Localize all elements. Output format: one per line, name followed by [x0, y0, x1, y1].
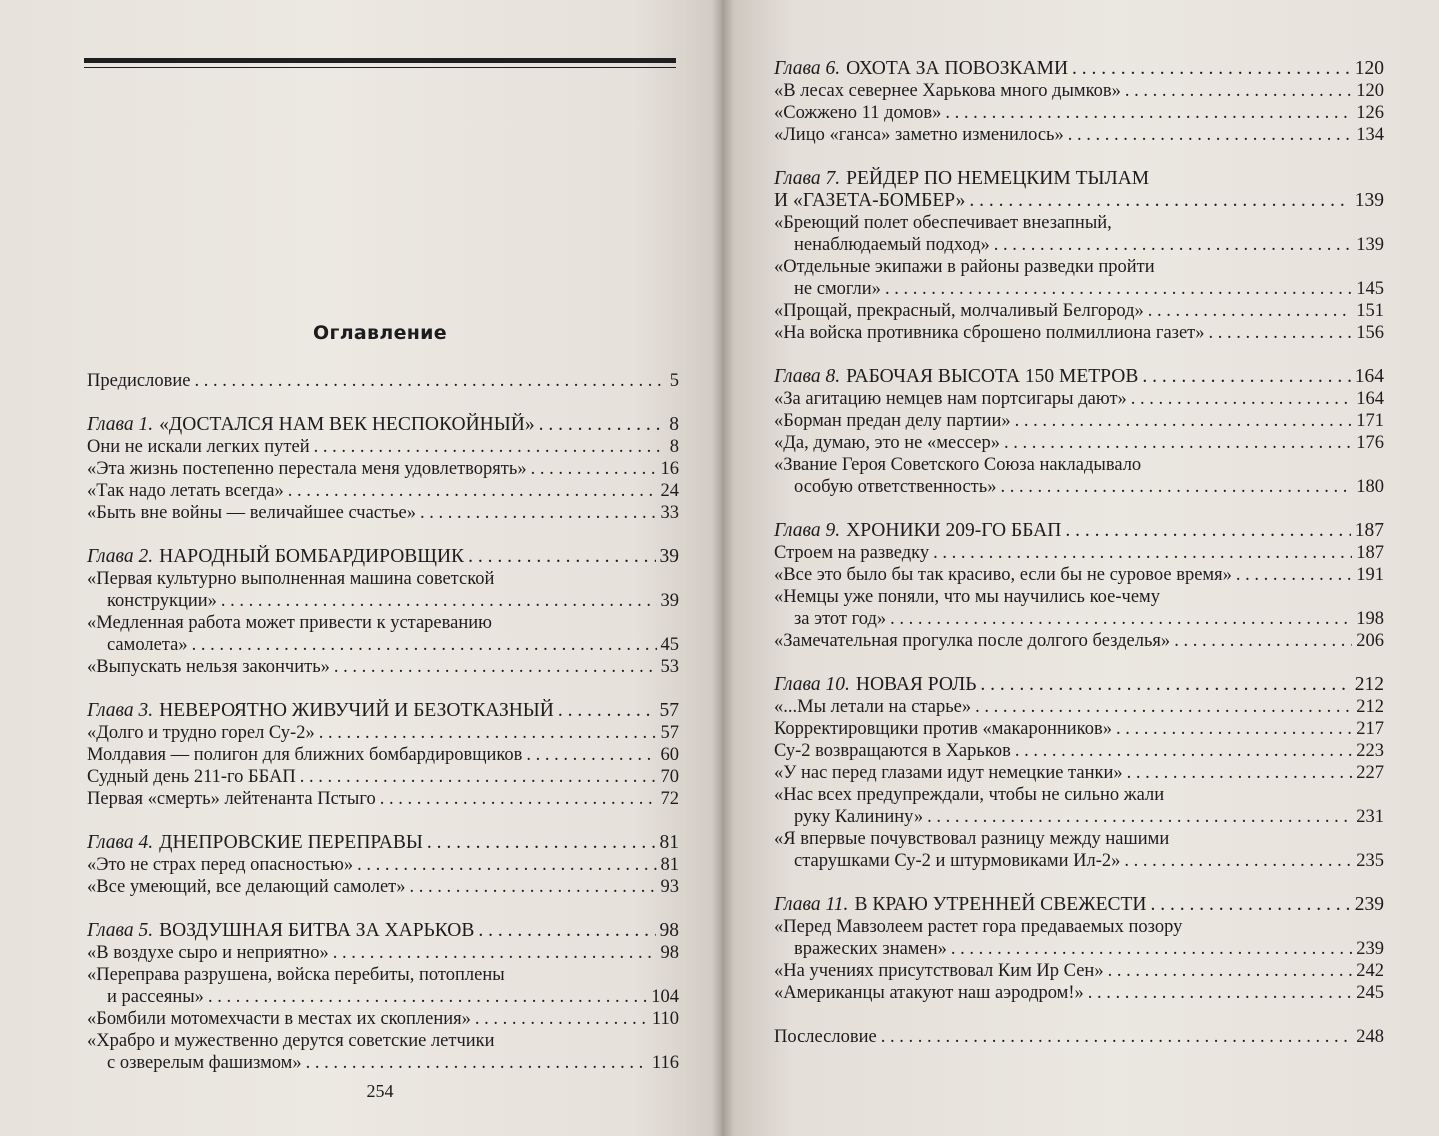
dot-leader [1236, 564, 1352, 586]
entry-page-number: 206 [1356, 631, 1384, 651]
toc-entry-row [87, 634, 679, 656]
entry-page-number: 98 [660, 943, 679, 963]
toc-entry-row [87, 854, 679, 876]
entry-page-number: 8 [669, 437, 679, 457]
dot-leader [558, 700, 656, 722]
dot-leader [890, 608, 1352, 630]
entry-page-number: 164 [1356, 389, 1384, 409]
dot-leader [933, 542, 1352, 564]
toc-entry-row [774, 762, 1384, 784]
dot-leader [1116, 718, 1352, 740]
entry-page-number: 8 [669, 414, 679, 435]
dot-leader [1125, 80, 1352, 102]
toc-chapter-row [774, 674, 1384, 696]
toc-entry-row [774, 234, 1384, 256]
entry-title: Молдавия — полигон для ближних бомбардировщиков [87, 745, 523, 765]
entry-title: «Борман предан делу партии» [774, 411, 1011, 431]
toc-entry-row [774, 806, 1384, 828]
chapter-title: «ДОСТАЛСЯ НАМ ВЕК НЕСПОКОЙНЫЙ» [159, 414, 535, 435]
dot-leader [192, 634, 657, 656]
toc-entry-row [774, 608, 1384, 630]
chapter-title: РЕЙДЕР ПО НЕМЕЦКИМ ТЫЛАМ [846, 168, 1150, 189]
chapter-label: Глава 9. [774, 520, 841, 541]
toc-spacer [774, 1004, 1384, 1026]
entry-page-number: 57 [660, 723, 679, 743]
toc-list-left [87, 370, 679, 1074]
entry-title: «Все это было бы так красиво, если бы не суровое время» [774, 565, 1232, 585]
chapter-title: НЕВЕРОЯТНО ЖИВУЧИЙ И БЕЗОТКАЗНЫЙ [159, 700, 554, 721]
toc-chapter-row [774, 894, 1384, 916]
entry-title: «Сожжено 11 домов» [774, 103, 942, 123]
dot-leader [1000, 476, 1352, 498]
entry-page-number: 24 [660, 481, 679, 501]
toc-entry-row [774, 1026, 1384, 1048]
dot-leader [1209, 322, 1353, 344]
dot-leader [357, 854, 656, 876]
dot-leader [319, 722, 657, 744]
chapter-title: НОВАЯ РОЛЬ [855, 674, 977, 695]
toc-spacer [774, 872, 1384, 894]
entry-title: руку Калинину» [794, 807, 924, 827]
entry-page-number: 72 [660, 789, 679, 809]
toc-entry-row [87, 986, 679, 1008]
dot-leader [1131, 388, 1352, 410]
toc-entry-row [87, 568, 679, 590]
toc-spacer [774, 498, 1384, 520]
entry-page-number: 16 [660, 459, 679, 479]
toc-entry-row [774, 278, 1384, 300]
entry-title: «На войска противника сброшено полмиллиона газет» [774, 323, 1205, 343]
toc-entry-row [87, 656, 679, 678]
entry-page-number: 5 [669, 371, 679, 391]
entry-page-number: 227 [1356, 763, 1384, 783]
chapter-title: И «ГАЗЕТА-БОМБЕР» [774, 190, 966, 211]
toc-entry-row [774, 784, 1384, 806]
toc-chapter-row [774, 190, 1384, 212]
entry-page-number: 45 [660, 635, 679, 655]
entry-title: «Эта жизнь постепенно перестала меня удовлетворять» [87, 459, 527, 479]
toc-entry-row [774, 388, 1384, 410]
toc-entry-row [87, 722, 679, 744]
dot-leader [951, 938, 1352, 960]
entry-page-number: 139 [1354, 190, 1384, 211]
toc-entry-row [774, 960, 1384, 982]
chapter-title: РАБОЧАЯ ВЫСОТА 150 МЕТРОВ [846, 366, 1139, 387]
toc-list-right [774, 58, 1384, 1048]
chapter-label: Глава 5. [87, 920, 154, 941]
entry-title: с озверелым фашизмом» [107, 1053, 302, 1073]
entry-page-number: 81 [659, 832, 679, 853]
entry-title: за этот год» [794, 609, 887, 629]
toc-entry-row [774, 322, 1384, 344]
toc-entry-row [87, 1052, 679, 1074]
entry-page-number: 33 [660, 503, 679, 523]
entry-page-number: 39 [660, 591, 679, 611]
entry-title: «Медленная работа может привести к устареванию [87, 613, 492, 633]
chapter-label: Глава 10. [774, 674, 850, 695]
dot-leader [1124, 850, 1352, 872]
entry-title: «Звание Героя Советского Союза накладывало [774, 455, 1142, 475]
entry-title: и рассеяны» [107, 987, 204, 1007]
entry-title: «Переправа разрушена, войска перебиты, потоплены [87, 965, 505, 985]
toc-entry-row [774, 256, 1384, 278]
dot-leader [306, 1052, 648, 1074]
toc-entry-row [87, 436, 679, 458]
dot-leader [927, 806, 1352, 828]
dot-leader [1015, 410, 1353, 432]
dot-leader [194, 370, 665, 392]
toc-entry-row [774, 916, 1384, 938]
entry-title: «Бомбили мотомехчасти в местах их скопления» [87, 1009, 471, 1029]
toc-spacer [87, 898, 679, 920]
right-page [722, 0, 1439, 1136]
entry-title: «Перед Мавзолеем растет гора предаваемых позору [774, 917, 1183, 937]
entry-page-number: 187 [1354, 520, 1384, 541]
toc-chapter-row [774, 520, 1384, 542]
entry-page-number: 98 [659, 920, 679, 941]
entry-page-number: 110 [651, 1009, 679, 1029]
entry-page-number: 145 [1356, 279, 1384, 299]
entry-title: «Так надо летать всегда» [87, 481, 284, 501]
toc-entry-row [87, 1008, 679, 1030]
toc-entry-row [87, 942, 679, 964]
dot-leader [314, 436, 666, 458]
toc-entry-row [774, 432, 1384, 454]
toc-entry-row [774, 982, 1384, 1004]
entry-title: вражеских знамен» [794, 939, 947, 959]
dot-leader [945, 102, 1352, 124]
dot-leader [531, 458, 657, 480]
entry-title: Строем на разведку [774, 543, 930, 563]
entry-title: «Бреющий полет обеспечивает внезапный, [774, 213, 1112, 233]
toc-entry-row [774, 586, 1384, 608]
toc-spacer [774, 344, 1384, 366]
dot-leader [1174, 630, 1352, 652]
dot-leader [427, 832, 656, 854]
chapter-label: Глава 1. [87, 414, 154, 435]
chapter-label: Глава 8. [774, 366, 841, 387]
dot-leader [410, 876, 657, 898]
entry-page-number: 104 [651, 987, 679, 1007]
entry-page-number: 217 [1356, 719, 1384, 739]
entry-title: особую ответственность» [794, 477, 997, 497]
entry-page-number: 116 [651, 1053, 679, 1073]
entry-title: «За агитацию немцев нам портсигары дают» [774, 389, 1127, 409]
entry-title: «Лицо «ганса» заметно изменилось» [774, 125, 1064, 145]
toc-spacer [87, 810, 679, 832]
toc-entry-row [774, 80, 1384, 102]
dot-leader [334, 656, 657, 678]
entry-title: «У нас перед глазами идут немецкие танки» [774, 763, 1123, 783]
toc-entry-row [774, 476, 1384, 498]
toc-entry-row [87, 876, 679, 898]
toc-chapter-row [87, 700, 679, 722]
entry-page-number: 245 [1356, 983, 1384, 1003]
dot-leader [478, 920, 655, 942]
entry-page-number: 60 [660, 745, 679, 765]
toc-entry-row [87, 1030, 679, 1052]
toc-entry-row [774, 938, 1384, 960]
entry-title: Су-2 возвращаются в Харьков [774, 741, 1011, 761]
dot-leader [208, 986, 647, 1008]
entry-title: Предисловие [87, 371, 191, 391]
toc-entry-row [774, 828, 1384, 850]
toc-entry-row [87, 480, 679, 502]
entry-title: «На учениях присутствовал Ким Ир Сен» [774, 961, 1104, 981]
toc-chapter-row [87, 546, 679, 568]
dot-leader [526, 744, 656, 766]
toc-entry-row [774, 454, 1384, 476]
dot-leader [539, 414, 666, 436]
entry-page-number: 239 [1356, 939, 1384, 959]
entry-page-number: 81 [660, 855, 679, 875]
dot-leader [1072, 58, 1351, 80]
toc-entry-row [774, 102, 1384, 124]
entry-page-number: 180 [1356, 477, 1384, 497]
toc-entry-row [774, 630, 1384, 652]
toc-entry-row [87, 766, 679, 788]
toc-entry-row [774, 718, 1384, 740]
entry-page-number: 120 [1356, 81, 1384, 101]
dot-leader [420, 502, 657, 524]
toc-entry-row [87, 458, 679, 480]
entry-title: ненаблюдаемый подход» [794, 235, 990, 255]
chapter-title: ДНЕПРОВСКИЕ ПЕРЕПРАВЫ [159, 832, 423, 853]
entry-page-number: 171 [1356, 411, 1384, 431]
entry-page-number: 93 [660, 877, 679, 897]
dot-leader [333, 942, 657, 964]
toc-chapter-row [774, 168, 1384, 190]
dot-leader [885, 278, 1352, 300]
entry-title: «Быть вне войны — величайшее счастье» [87, 503, 416, 523]
entry-page-number: 176 [1356, 433, 1384, 453]
chapter-label: Глава 6. [774, 58, 841, 79]
entry-title: «Замечательная прогулка после долгого безделья» [774, 631, 1171, 651]
entry-page-number: 187 [1356, 543, 1384, 563]
header-rule [84, 58, 676, 68]
toc-entry-row [774, 850, 1384, 872]
toc-entry-row [87, 590, 679, 612]
entry-page-number: 53 [660, 657, 679, 677]
chapter-label: Глава 4. [87, 832, 154, 853]
entry-page-number: 212 [1356, 697, 1384, 717]
entry-page-number: 139 [1356, 235, 1384, 255]
toc-entry-row [87, 612, 679, 634]
dot-leader [969, 190, 1350, 212]
entry-title: «Я впервые почувствовал разницу между нашими [774, 829, 1170, 849]
toc-entry-row [87, 964, 679, 986]
toc-entry-row [774, 740, 1384, 762]
entry-page-number: 164 [1354, 366, 1384, 387]
dot-leader [380, 788, 657, 810]
dot-leader [1148, 300, 1353, 322]
entry-title: «Немцы уже поняли, что мы научились кое-чему [774, 587, 1160, 607]
toc-entry-row [774, 124, 1384, 146]
dot-leader [288, 480, 657, 502]
chapter-label: Глава 11. [774, 894, 849, 915]
entry-title: Судный день 211-го ББАП [87, 767, 296, 787]
dot-leader [881, 1026, 1353, 1048]
entry-title: Послесловие [774, 1027, 877, 1047]
entry-title: старушками Су-2 и штурмовиками Ил-2» [794, 851, 1121, 871]
dot-leader [1142, 366, 1350, 388]
toc-chapter-row [87, 832, 679, 854]
toc-title: Оглавление [313, 322, 447, 344]
dot-leader [1151, 894, 1351, 916]
toc-entry-row [87, 788, 679, 810]
toc-spacer [774, 652, 1384, 674]
entry-title: «Первая культурно выполненная машина советской [87, 569, 495, 589]
chapter-label: Глава 7. [774, 168, 841, 189]
entry-title: «Долго и трудно горел Су-2» [87, 723, 315, 743]
dot-leader [1088, 982, 1353, 1004]
toc-chapter-row [87, 920, 679, 942]
dot-leader [994, 234, 1353, 256]
toc-chapter-row [774, 366, 1384, 388]
toc-chapter-row [87, 414, 679, 436]
dot-leader [475, 1008, 648, 1030]
dot-leader [221, 590, 657, 612]
entry-page-number: 248 [1356, 1027, 1384, 1047]
dot-leader [980, 674, 1350, 696]
entry-title: самолета» [107, 635, 188, 655]
entry-page-number: 39 [659, 546, 679, 567]
toc-entry-row [774, 542, 1384, 564]
toc-entry-row [774, 696, 1384, 718]
chapter-title: НАРОДНЫЙ БОМБАРДИРОВЩИК [159, 546, 465, 567]
dot-leader [1127, 762, 1353, 784]
dot-leader [300, 766, 657, 788]
toc-entry-row [774, 212, 1384, 234]
dot-leader [1108, 960, 1353, 982]
entry-title: конструкции» [107, 591, 217, 611]
dot-leader [1068, 124, 1353, 146]
entry-title: «...Мы летали на старье» [774, 697, 972, 717]
entry-title: «Отдельные экипажи в районы разведки пройти [774, 257, 1155, 277]
entry-title: «Нас всех предупреждали, чтобы не сильно жали [774, 785, 1165, 805]
entry-title: «Да, думаю, это не «мессер» [774, 433, 1000, 453]
chapter-title: В КРАЮ УТРЕННЕЙ СВЕЖЕСТИ [854, 894, 1147, 915]
entry-page-number: 223 [1356, 741, 1384, 761]
toc-spacer [87, 678, 679, 700]
entry-title: «Выпускать нельзя закончить» [87, 657, 330, 677]
entry-page-number: 151 [1356, 301, 1384, 321]
entry-page-number: 239 [1354, 894, 1384, 915]
entry-page-number: 198 [1356, 609, 1384, 629]
entry-title: «В воздухе сыро и неприятно» [87, 943, 329, 963]
entry-page-number: 156 [1356, 323, 1384, 343]
chapter-label: Глава 2. [87, 546, 154, 567]
toc-entry-row [774, 300, 1384, 322]
entry-page-number: 126 [1356, 103, 1384, 123]
entry-title: «Американцы атакуют наш аэродром!» [774, 983, 1084, 1003]
entry-page-number: 70 [660, 767, 679, 787]
entry-page-number: 57 [659, 700, 679, 721]
toc-entry-row [87, 502, 679, 524]
entry-title: «Все умеющий, все делающий самолет» [87, 877, 406, 897]
chapter-title: ВОЗДУШНАЯ БИТВА ЗА ХАРЬКОВ [159, 920, 475, 941]
toc-entry-row [774, 564, 1384, 586]
dot-leader [1004, 432, 1352, 454]
entry-page-number: 242 [1356, 961, 1384, 981]
toc-chapter-row [774, 58, 1384, 80]
book-gutter [712, 0, 734, 1136]
entry-page-number: 191 [1356, 565, 1384, 585]
entry-page-number: 134 [1356, 125, 1384, 145]
toc-spacer [87, 524, 679, 546]
entry-title: Первая «смерть» лейтенанта Пстыго [87, 789, 376, 809]
dot-leader [975, 696, 1352, 718]
entry-page-number: 212 [1354, 674, 1384, 695]
dot-leader [1065, 520, 1350, 542]
entry-title: «Это не страх перед опасностью» [87, 855, 354, 875]
dot-leader [468, 546, 655, 568]
toc-spacer [87, 392, 679, 414]
chapter-label: Глава 3. [87, 700, 154, 721]
entry-page-number: 235 [1356, 851, 1384, 871]
entry-title: Они не искали легких путей [87, 437, 310, 457]
dot-leader [1015, 740, 1352, 762]
page-number: 254 [366, 1081, 394, 1101]
entry-title: не смогли» [794, 279, 881, 299]
toc-entry-row [87, 744, 679, 766]
entry-page-number: 231 [1356, 807, 1384, 827]
entry-page-number: 120 [1354, 58, 1384, 79]
toc-spacer [774, 146, 1384, 168]
toc-entry-row [87, 370, 679, 392]
entry-title: «Прощай, прекрасный, молчаливый Белгород» [774, 301, 1144, 321]
entry-title: «Храбро и мужественно дерутся советские летчики [87, 1031, 495, 1051]
toc-entry-row [774, 410, 1384, 432]
entry-title: «В лесах севернее Харькова много дымков» [774, 81, 1121, 101]
chapter-title: ОХОТА ЗА ПОВОЗКАМИ [846, 58, 1069, 79]
entry-title: Корректировщики против «макаронников» [774, 719, 1112, 739]
chapter-title: ХРОНИКИ 209-ГО ББАП [846, 520, 1062, 541]
